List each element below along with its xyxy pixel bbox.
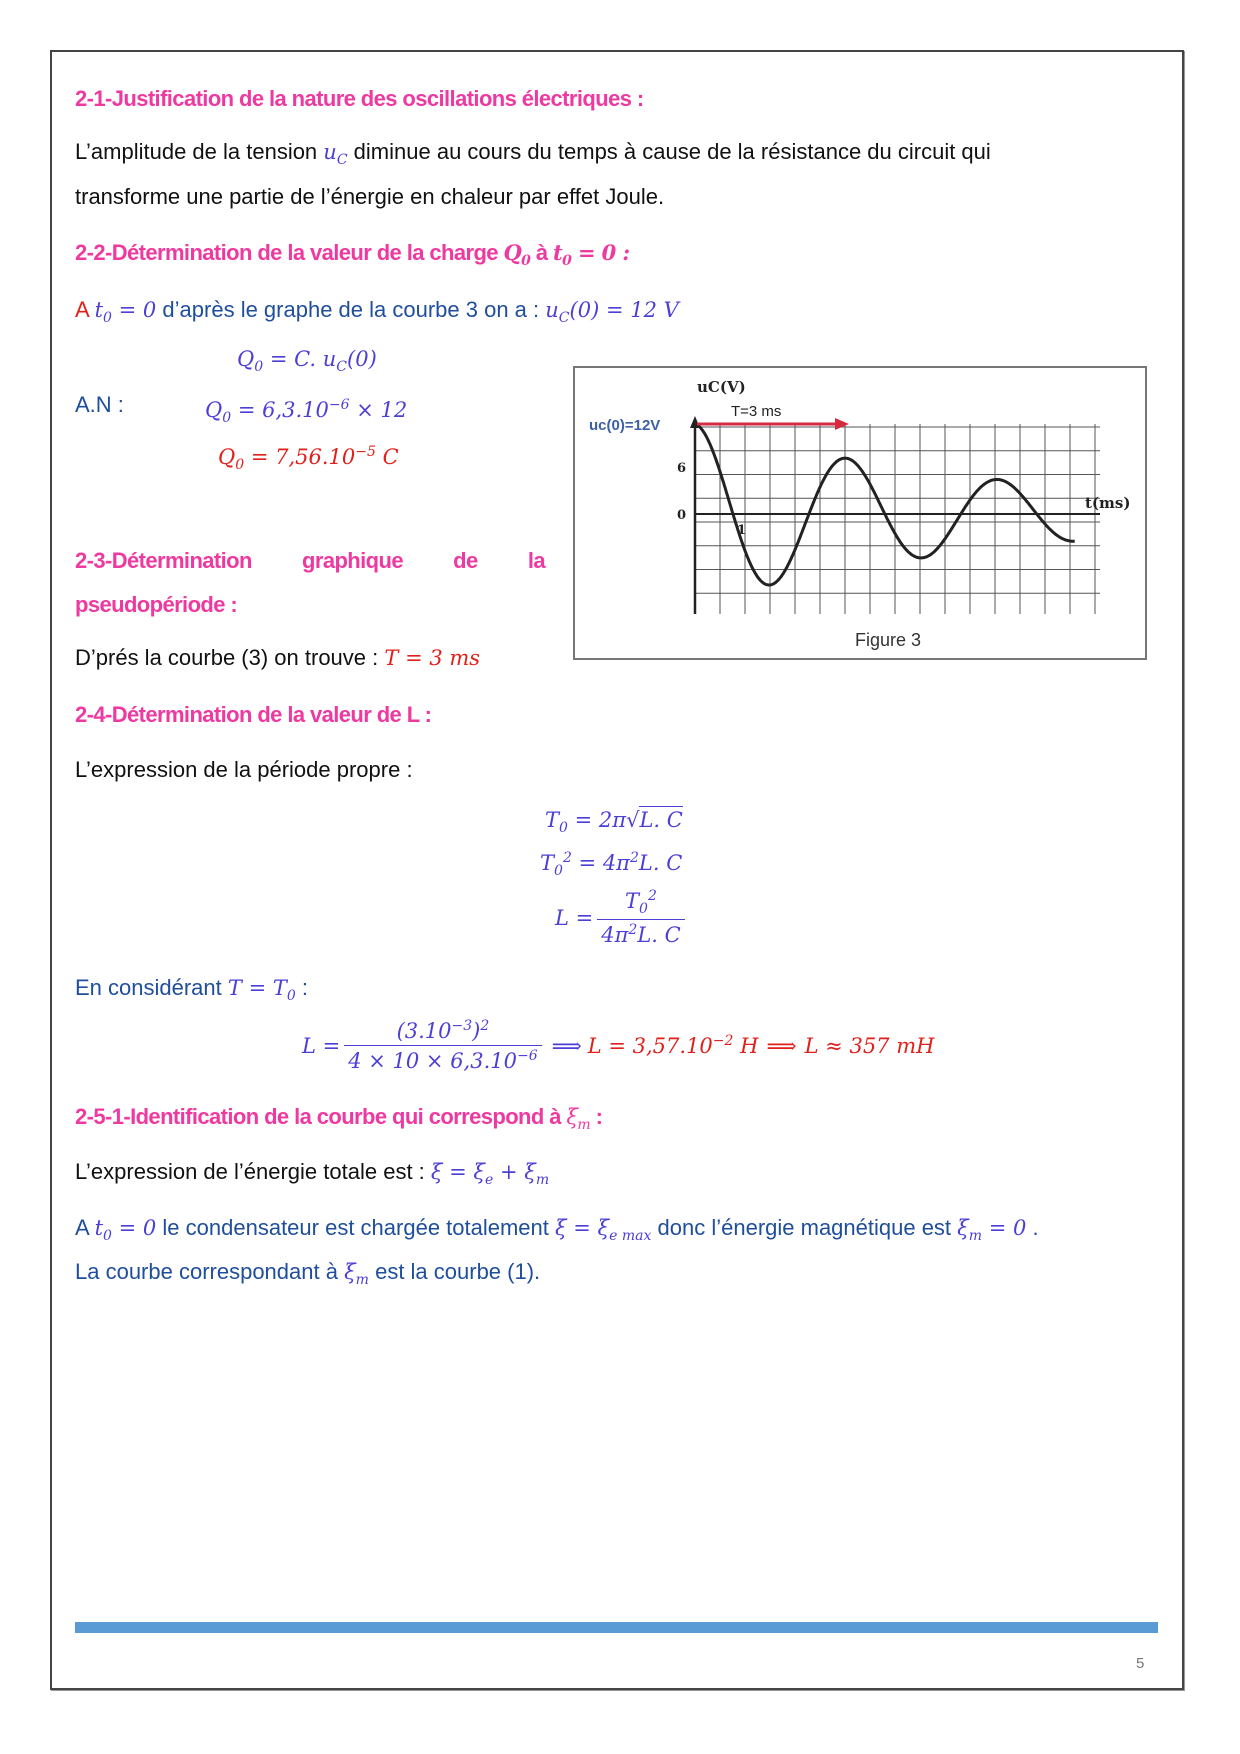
formula-t0-squared: $T_0^2 = 4\pi^2L$. C	[540, 850, 683, 880]
section-2-2-line1: A $t_0 = 0$ d’après le graphe de la courbe 3 on a : $u_C(0) = 12$ V	[75, 297, 679, 327]
curve-conclusion-line: La courbe correspondant à $\xi_m$ est la courbe (1).	[75, 1259, 541, 1289]
x-axis-label: t(ms)	[1085, 494, 1131, 512]
an-label: A.N :	[75, 392, 124, 417]
section-2-4-title: 2-4-Détermination de la valeur de L :	[75, 702, 432, 727]
section-2-4-intro: L’expression de la période propre :	[75, 757, 413, 782]
page-number: 5	[1136, 1655, 1145, 1672]
section-2-1-title: 2-1-Justification de la nature des oscillations électriques :	[75, 86, 644, 111]
section-2-3-title: 2-3-Détermination graphique de la	[75, 548, 545, 573]
footer-bar	[75, 1622, 1158, 1633]
section-2-5-1-title: 2-5-1-Identification de la courbe qui correspond à $\xi_m$ :	[75, 1104, 603, 1134]
tick-0: 0	[677, 508, 687, 523]
section-2-1-paragraph-line2: transforme une partie de l’énergie en chaleur par effet Joule.	[75, 184, 665, 209]
period-label: T=3 ms	[731, 403, 782, 420]
section-2-2-title: 2-2-Détermination de la valeur de la charge $Q_0$ à $t_0 = 0$ :	[75, 240, 630, 270]
formula-l: L = $\frac{T_0^2}{4\pi^2L. C}$	[555, 888, 689, 947]
equation-q0-numeric: $Q_0 = 6,3.10^{-6} \times 12$	[205, 397, 408, 427]
equation-q0-result: $Q_0 = 7,56.10^{-5}$ C	[218, 444, 399, 474]
tick-1: 1	[737, 523, 747, 538]
uc0-label: uc(0)=12V	[589, 417, 661, 434]
section-2-3-text: D’prés la courbe (3) on trouve : T = 3 ms	[75, 645, 481, 670]
condition-line: En considérant $T = T_0$ :	[75, 975, 309, 1005]
energy-expression-line: L’expression de l’énergie totale est : $\xi = \xi_e + \xi_m$	[75, 1159, 550, 1189]
calculation-l: L = $\frac{(3.10^{-3})^2}{4 \times 10 \times 6,3.10^{-6}}$ ⟹ $L = 3,57.10^{-2}$ H ⟹ L ≈ 357 mH	[302, 1018, 935, 1073]
section-2-3-title-line2: pseudopériode :	[75, 592, 238, 617]
equation-q0: $Q_0 = C$. $u_C(0)$	[237, 347, 377, 376]
energy-explanation-line: A $t_0 = 0$ le condensateur est chargée totalement $\xi = \xi_{e max}$ donc l’énergie magnétique est $\xi_m = 0$ .	[75, 1215, 1039, 1245]
figure-3	[573, 366, 1147, 660]
section-2-1-paragraph-line1: L’amplitude de la tension $u_C$ diminue au cours du temps à cause de la résistance du circuit qui	[75, 139, 991, 169]
tick-6: 6	[677, 461, 687, 476]
formula-t0: $T_0 = 2\pi√L$. C	[545, 808, 683, 837]
figure-caption: Figure 3	[855, 630, 922, 650]
y-axis-label: uC(V)	[697, 378, 746, 396]
